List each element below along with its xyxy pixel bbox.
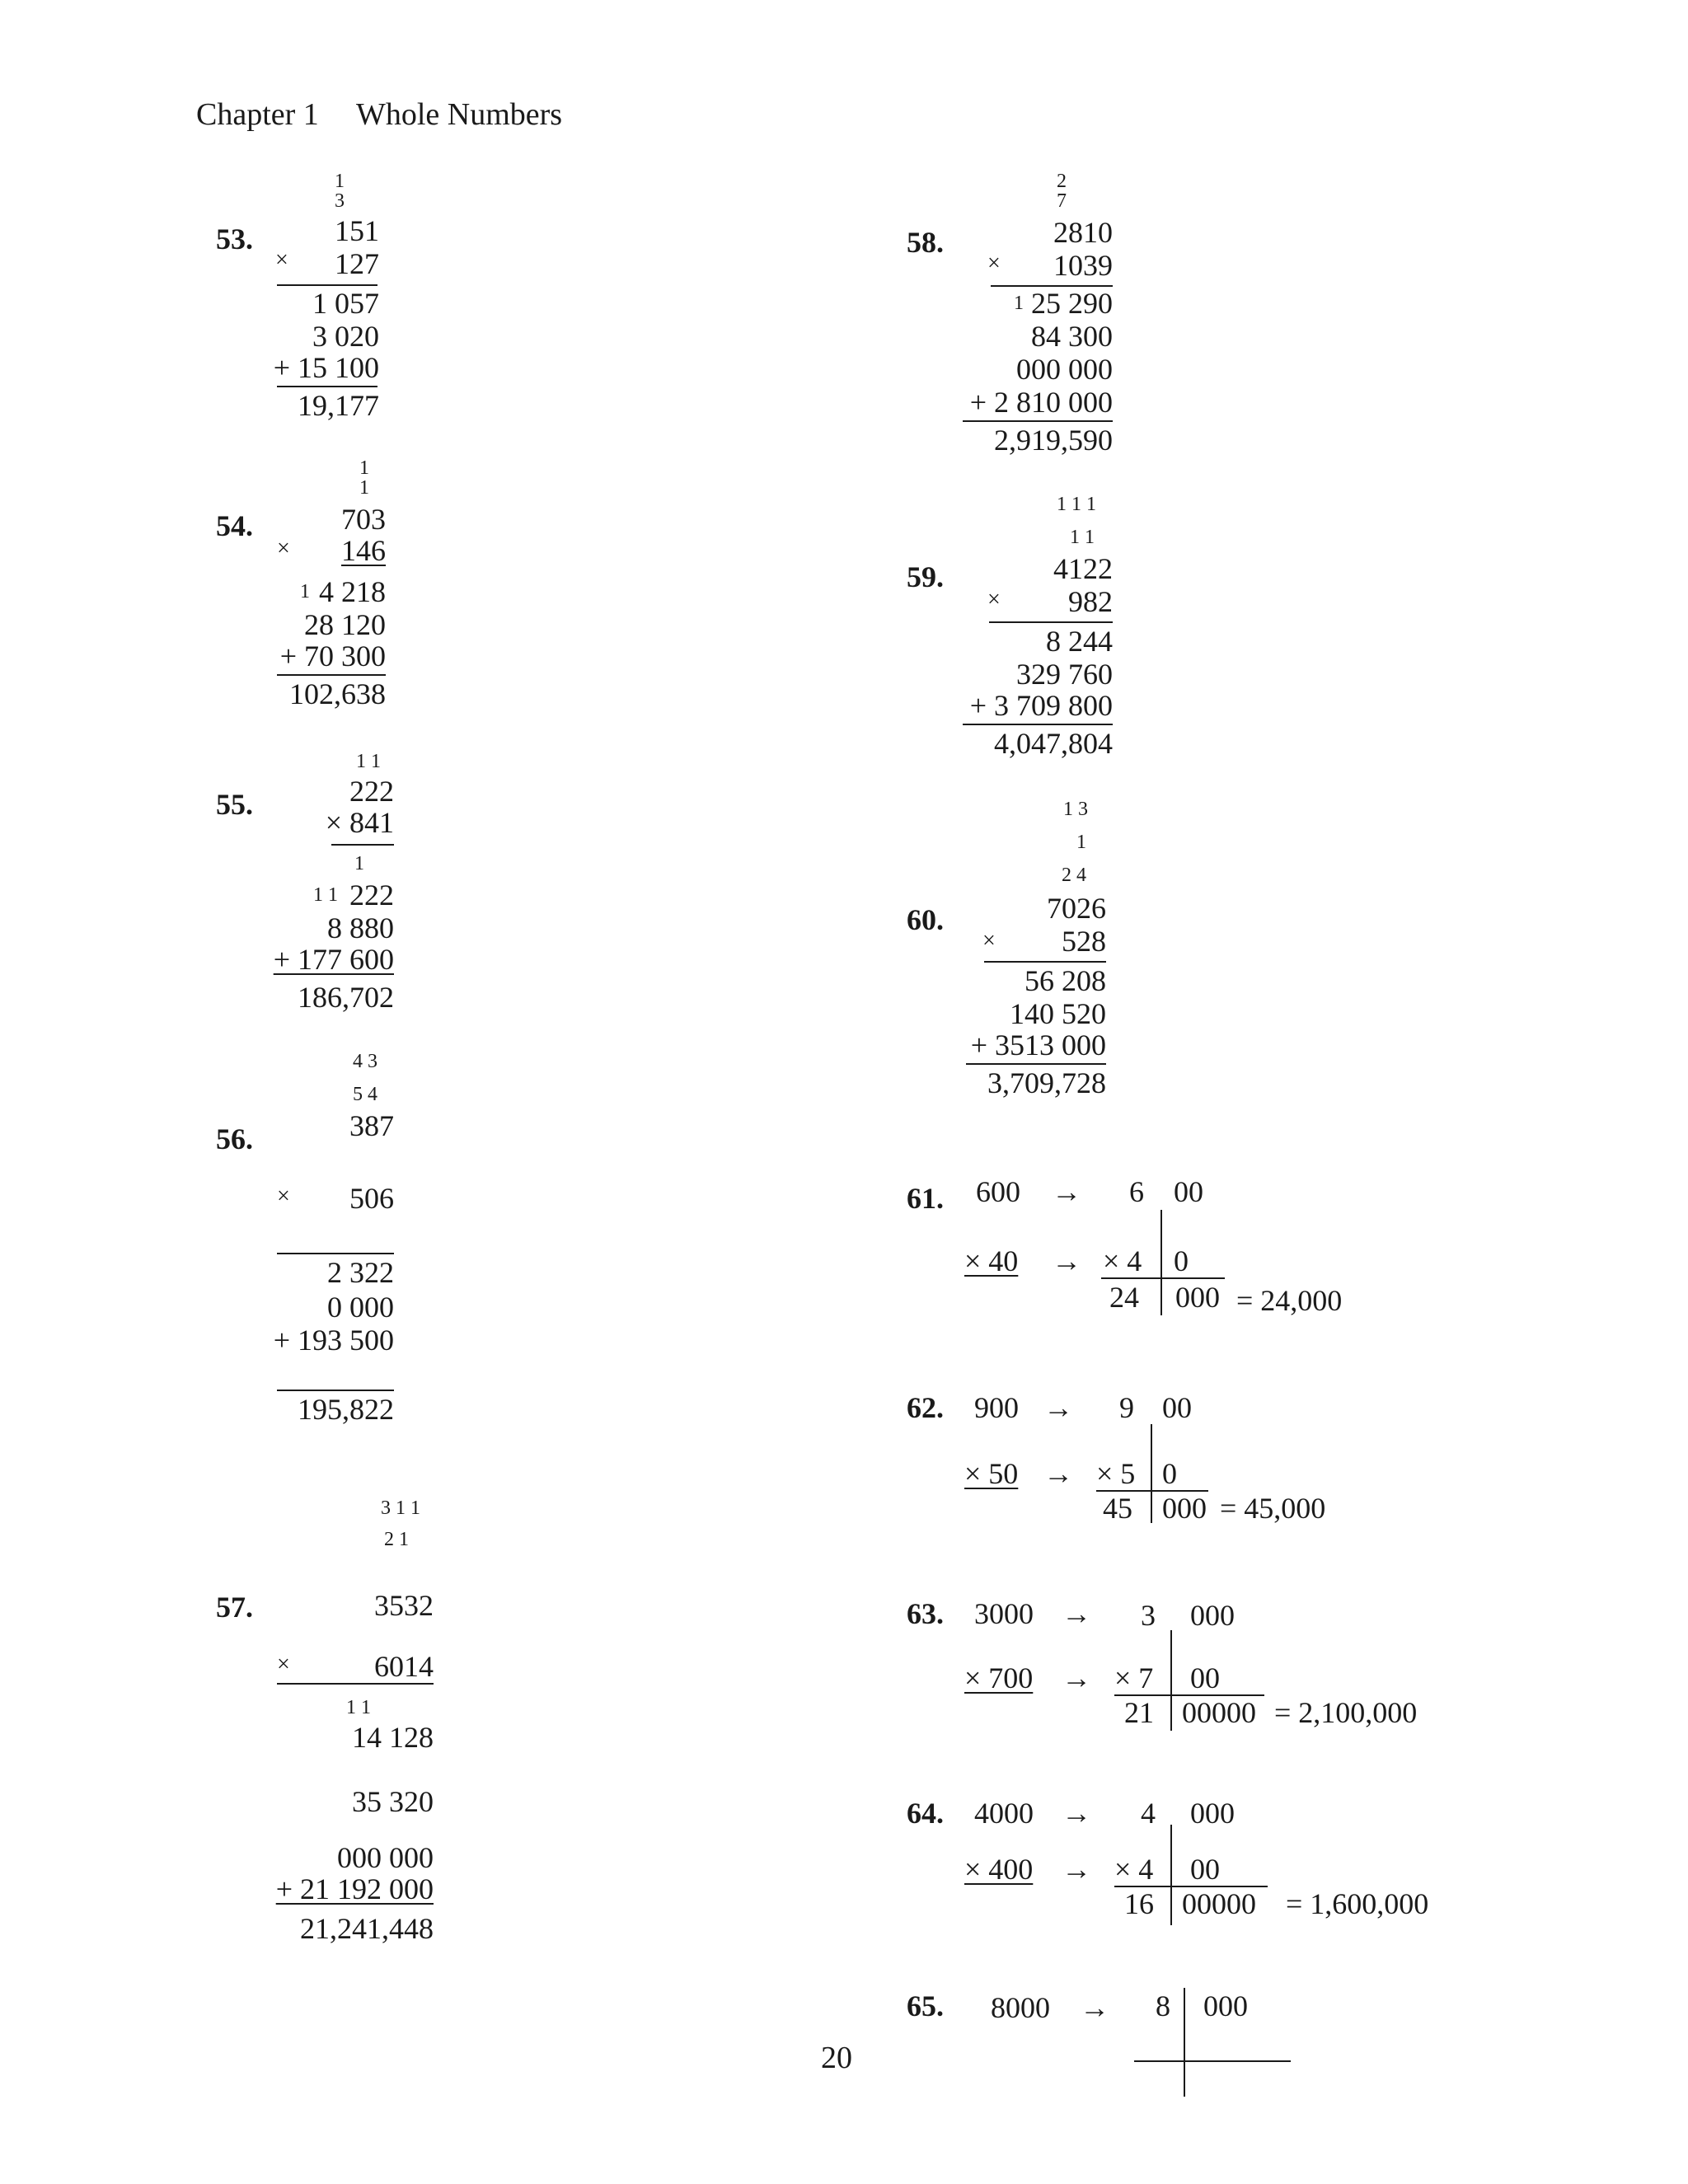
- factor: × 50: [964, 1457, 1019, 1490]
- factor: 600: [976, 1175, 1020, 1208]
- partial-product: + 70 300: [279, 640, 386, 673]
- times-sign: ×: [277, 1652, 290, 1677]
- nonzero-digit: × 4: [1114, 1853, 1154, 1886]
- factor: × 40: [964, 1244, 1019, 1277]
- problem-number: 61.: [907, 1182, 944, 1215]
- partial-product: 8 244: [1046, 625, 1113, 658]
- rule-line: [277, 1253, 394, 1254]
- rule-line: [963, 420, 1113, 422]
- digit-product: 16: [1124, 1887, 1154, 1920]
- carry-digit: 1: [335, 171, 345, 192]
- digit-product: 21: [1124, 1696, 1154, 1729]
- carry-digit: 1 3: [1063, 799, 1088, 820]
- zero-count: 00000: [1182, 1887, 1256, 1920]
- problem-number: 64.: [907, 1797, 944, 1830]
- trailing-zeros: 000: [1203, 1990, 1248, 2022]
- carry-digit: 2 1: [384, 1529, 409, 1550]
- problem-number: 58.: [907, 226, 944, 259]
- trailing-zeros: 00: [1162, 1391, 1192, 1424]
- multiplier: 506: [349, 1182, 394, 1215]
- multiplier: × 841: [325, 806, 394, 839]
- rule-line: [331, 844, 394, 846]
- divider-line: [1160, 1210, 1162, 1315]
- rule-line: [989, 621, 1113, 623]
- factor: 3000: [974, 1597, 1034, 1630]
- partial-product: 000 000: [337, 1841, 434, 1874]
- problem-number: 59.: [907, 560, 944, 593]
- product-total: 19,177: [298, 389, 379, 422]
- multiplicand: 2810: [1053, 216, 1113, 249]
- factor: × 400: [964, 1853, 1034, 1886]
- arrow-icon: →: [1043, 1457, 1073, 1490]
- multiplier: 127: [335, 247, 379, 280]
- carry-digit: 3: [335, 190, 345, 212]
- zero-count: 000: [1175, 1281, 1220, 1314]
- partial-product: 222: [349, 879, 394, 912]
- trailing-zeros: 00: [1190, 1853, 1220, 1886]
- arrow-icon: →: [1052, 1175, 1081, 1208]
- partial-product: + 193 500: [273, 1324, 394, 1357]
- arrow-icon: →: [1043, 1391, 1073, 1424]
- arrow-icon: →: [1062, 1797, 1091, 1830]
- multiplicand: 703: [341, 503, 386, 536]
- multiplicand: 7026: [1047, 892, 1106, 925]
- factor: × 700: [964, 1661, 1034, 1694]
- answer: = 2,100,000: [1274, 1696, 1418, 1729]
- problem-number: 63.: [907, 1597, 944, 1630]
- partial-product: 56 208: [1025, 964, 1106, 997]
- partial-product: 84 300: [1031, 320, 1113, 353]
- carry-digit: 5 4: [353, 1084, 377, 1105]
- chapter-title: Whole Numbers: [356, 97, 563, 132]
- problem-number: 65.: [907, 1990, 944, 2022]
- carry-digit: 1 1: [356, 751, 381, 772]
- nonzero-digit: 3: [1141, 1599, 1156, 1632]
- rule-line: [1134, 2060, 1291, 2062]
- product-total: 3,709,728: [987, 1066, 1106, 1099]
- factor: 900: [974, 1391, 1019, 1424]
- problem-number: 56.: [216, 1122, 253, 1155]
- carry-digit: 2: [1057, 171, 1067, 192]
- rule-line: [277, 386, 377, 387]
- trailing-zeros: 0: [1174, 1244, 1189, 1277]
- partial-product: 25 290: [1031, 287, 1113, 320]
- product-total: 21,241,448: [300, 1912, 434, 1945]
- rule-line: [963, 724, 1113, 725]
- partial-product: 14 128: [352, 1721, 434, 1754]
- carry-digit: 1: [359, 457, 369, 479]
- carry-digit: 1: [1076, 832, 1086, 853]
- nonzero-digit: × 7: [1114, 1661, 1154, 1694]
- partial-product: 329 760: [1016, 658, 1113, 691]
- factor: 8000: [991, 1991, 1050, 2024]
- divider-line: [1170, 1630, 1172, 1731]
- divider-line: [1151, 1424, 1152, 1523]
- problem-number: 60.: [907, 903, 944, 936]
- multiplier: 1039: [1053, 249, 1113, 282]
- partial-product: 000 000: [1016, 353, 1113, 386]
- rule-line: [966, 1063, 1106, 1065]
- partial-product: + 21 192 000: [275, 1872, 434, 1905]
- carry-digit: 1 1: [313, 884, 338, 906]
- partial-product: 4 218: [319, 575, 386, 608]
- partial-product: + 15 100: [273, 351, 379, 384]
- partial-product: + 2 810 000: [969, 386, 1113, 419]
- factor: 4000: [974, 1797, 1034, 1830]
- arrow-icon: →: [1052, 1244, 1081, 1277]
- product-total: 102,638: [289, 677, 386, 710]
- arrow-icon: →: [1080, 1991, 1109, 2024]
- arrow-icon: →: [1062, 1597, 1091, 1630]
- chapter-label: Chapter 1: [196, 97, 319, 132]
- times-sign: ×: [987, 251, 1001, 276]
- digit-product: 24: [1109, 1281, 1139, 1314]
- multiplicand: 151: [335, 214, 379, 247]
- problem-number: 54.: [216, 509, 253, 542]
- rule-line: [277, 1683, 434, 1685]
- product-total: 186,702: [298, 981, 394, 1014]
- trailing-zeros: 00: [1190, 1661, 1220, 1694]
- multiplier: 6014: [374, 1650, 434, 1683]
- carry-digit: 1 1: [346, 1697, 371, 1718]
- carry-digit: 1: [359, 477, 369, 499]
- partial-product: 3 020: [312, 320, 379, 353]
- page-number: 20: [821, 2041, 852, 2075]
- trailing-zeros: 000: [1190, 1797, 1235, 1830]
- nonzero-digit: × 5: [1096, 1457, 1136, 1490]
- partial-product: 2 322: [327, 1256, 394, 1289]
- product-total: 195,822: [298, 1393, 394, 1426]
- nonzero-digit: 4: [1141, 1797, 1156, 1830]
- times-sign: ×: [277, 536, 290, 561]
- trailing-zeros: 00: [1174, 1175, 1203, 1208]
- carry-digit: 1: [300, 581, 310, 602]
- nonzero-digit: 8: [1156, 1990, 1170, 2022]
- rule-line: [277, 674, 386, 676]
- rule-line: [1101, 1277, 1225, 1279]
- multiplicand: 4122: [1053, 552, 1113, 585]
- partial-product: + 3 709 800: [969, 689, 1113, 722]
- partial-product: 140 520: [1010, 997, 1106, 1030]
- carry-digit: 2 4: [1062, 865, 1086, 886]
- rule-line: [277, 284, 377, 286]
- partial-product: 1 057: [312, 287, 379, 320]
- multiplicand: 222: [349, 775, 394, 808]
- carry-digit: 1: [1014, 293, 1024, 314]
- problem-number: 53.: [216, 223, 253, 255]
- partial-product: + 3513 000: [970, 1029, 1106, 1062]
- multiplier: 146: [341, 534, 386, 567]
- zero-count: 00000: [1182, 1696, 1256, 1729]
- nonzero-digit: 9: [1119, 1391, 1134, 1424]
- times-sign: ×: [987, 587, 1001, 612]
- answer: = 24,000: [1236, 1284, 1343, 1317]
- partial-product: 28 120: [304, 608, 386, 641]
- rule-line: [984, 961, 1106, 963]
- rule-line: [277, 1390, 394, 1391]
- answer: = 45,000: [1220, 1492, 1326, 1525]
- carry-digit: 1: [354, 853, 364, 874]
- answer: = 1,600,000: [1286, 1887, 1429, 1920]
- carry-digit: 3 1 1: [381, 1497, 420, 1519]
- product-total: 4,047,804: [994, 727, 1113, 760]
- carry-digit: 1 1: [1070, 527, 1095, 548]
- carry-digit: 4 3: [353, 1051, 377, 1072]
- trailing-zeros: 0: [1162, 1457, 1177, 1490]
- partial-product: 8 880: [327, 912, 394, 944]
- carry-digit: 7: [1057, 190, 1067, 212]
- divider-line: [1184, 1988, 1185, 2097]
- arrow-icon: →: [1062, 1853, 1091, 1886]
- digit-product: 45: [1103, 1492, 1132, 1525]
- multiplicand: 387: [349, 1109, 394, 1142]
- carry-digit: 1 1 1: [1057, 494, 1096, 515]
- problem-number: 62.: [907, 1391, 944, 1424]
- partial-product: 35 320: [352, 1785, 434, 1818]
- partial-product: + 177 600: [273, 943, 394, 976]
- divider-line: [1170, 1825, 1172, 1925]
- problem-number: 57.: [216, 1591, 253, 1624]
- product-total: 2,919,590: [994, 424, 1113, 457]
- multiplicand: 3532: [374, 1589, 434, 1622]
- partial-product: 0 000: [327, 1291, 394, 1324]
- trailing-zeros: 000: [1190, 1599, 1235, 1632]
- times-sign: ×: [277, 1183, 290, 1209]
- times-sign: ×: [275, 247, 288, 273]
- multiplier: 528: [1062, 925, 1106, 958]
- problem-number: 55.: [216, 788, 253, 821]
- arrow-icon: →: [1062, 1661, 1091, 1694]
- times-sign: ×: [982, 928, 996, 954]
- nonzero-digit: × 4: [1103, 1244, 1142, 1277]
- zero-count: 000: [1162, 1492, 1207, 1525]
- nonzero-digit: 6: [1129, 1175, 1144, 1208]
- multiplier: 982: [1068, 585, 1113, 618]
